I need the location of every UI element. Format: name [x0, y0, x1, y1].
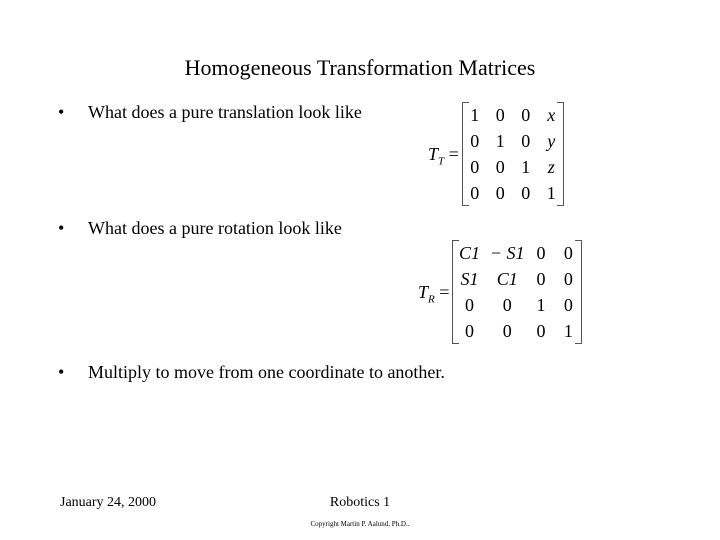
matrix-cell: 1	[536, 294, 546, 315]
matrix-cell: 0	[495, 156, 505, 177]
footer-date: January 24, 2000	[60, 495, 157, 510]
matrix-cell: 0	[521, 130, 531, 151]
matrix-cell: 1	[521, 156, 531, 177]
slide-title: Homogeneous Transformation Matrices	[184, 55, 536, 80]
matrix-cell: x	[547, 104, 556, 125]
matrix-cell: 0	[563, 294, 573, 315]
matrix-cell: 0	[563, 268, 573, 289]
rotation-matrix-table	[452, 240, 582, 344]
matrix-cell: 0	[536, 268, 546, 289]
matrix-row	[462, 102, 564, 128]
bullet-text: What does a pure rotation look like	[88, 218, 342, 238]
matrix-cell: 1	[546, 182, 556, 203]
matrix-row	[462, 154, 564, 180]
matrix-subscript: T	[438, 155, 445, 168]
matrix-cell: 0	[470, 130, 480, 151]
bullet-dot: •	[58, 362, 65, 382]
bullet-translation	[58, 102, 362, 123]
matrix-cell: z	[547, 156, 555, 177]
bullet-dot: •	[58, 102, 65, 122]
matrix-cell: 1	[563, 320, 573, 341]
rotation-matrix-label	[418, 282, 449, 306]
matrix-cell: 0	[470, 156, 480, 177]
matrix-row	[452, 292, 582, 318]
translation-matrix-table	[462, 102, 564, 206]
matrix-cell: 0	[502, 294, 512, 315]
matrix-row	[462, 128, 564, 154]
matrix-cell: 0	[470, 182, 480, 203]
translation-matrix	[462, 102, 564, 206]
matrix-cell: 0	[465, 320, 475, 341]
bullet-text: What does a pure translation look like	[88, 102, 362, 122]
bullet-dot: •	[58, 218, 65, 238]
footer-course: Robotics 1	[329, 495, 391, 510]
matrix-cell: C1	[459, 242, 481, 263]
matrix-subscript: R	[428, 293, 435, 306]
matrix-cell: 1	[495, 130, 505, 151]
footer-copyright: Copyright Martin P. Aalund, Ph.D..	[310, 520, 410, 528]
matrix-cell: 1	[470, 104, 480, 125]
rotation-matrix	[452, 240, 582, 344]
matrix-cell: 0	[465, 294, 475, 315]
matrix-row	[462, 180, 564, 206]
translation-matrix-label	[428, 144, 459, 168]
matrix-cell: 0	[521, 104, 531, 125]
matrix-cell: 0	[495, 104, 505, 125]
matrix-cell: − S1	[489, 242, 525, 263]
matrix-cell: 0	[495, 182, 505, 203]
matrix-symbol: T	[418, 282, 429, 302]
equals-sign: =	[448, 144, 459, 164]
matrix-cell: y	[547, 130, 556, 151]
matrix-row	[452, 266, 582, 292]
equals-sign: =	[439, 282, 450, 302]
matrix-cell: 0	[502, 320, 512, 341]
matrix-cell: 0	[521, 182, 531, 203]
matrix-cell: 0	[536, 320, 546, 341]
bullet-rotation	[58, 218, 342, 239]
matrix-cell: C1	[496, 268, 518, 289]
matrix-cell: 0	[536, 242, 546, 263]
matrix-row	[452, 240, 582, 266]
matrix-cell: S1	[460, 268, 479, 289]
bullet-text: Multiply to move from one coordinate to another.	[88, 362, 445, 382]
bullet-multiply	[58, 362, 445, 383]
matrix-cell: 0	[563, 242, 573, 263]
matrix-symbol: T	[428, 144, 439, 164]
matrix-row	[452, 318, 582, 344]
